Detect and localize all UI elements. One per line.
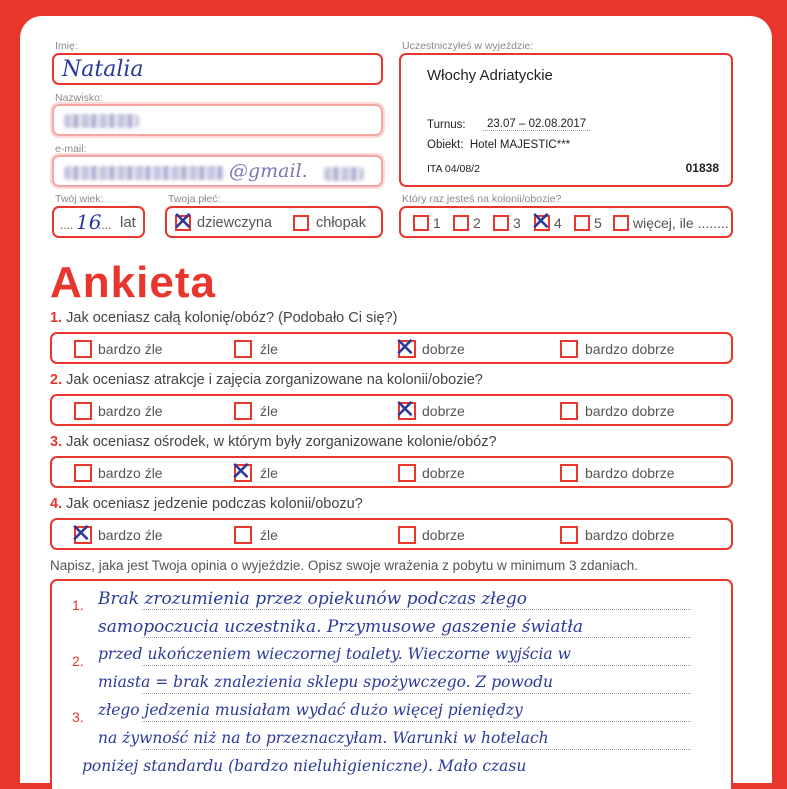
plec-option-chlopak: chłopak	[316, 215, 366, 231]
q1-checkbox-bardzo-zle[interactable]	[74, 340, 92, 358]
trip-destination: Włochy Adriatyckie	[427, 67, 553, 84]
times-option-more: więcej, ile ........	[633, 215, 729, 231]
wiek-dots-left: ....	[60, 218, 74, 232]
q1-option-zle: źle	[260, 341, 278, 357]
q4-option-bardzo-zle: bardzo źle	[98, 527, 163, 543]
question-4	[50, 496, 363, 512]
email-label: e-mail:	[55, 143, 87, 155]
nazwisko-label: Nazwisko:	[55, 92, 103, 104]
question-2-answers	[50, 394, 733, 426]
essay-line-7: poniżej standardu (bardzo nieluhigieniczne). Mało czasu	[82, 757, 527, 775]
q2-option-bardzo-dobrze: bardzo dobrze	[585, 403, 675, 419]
survey-title: Ankieta	[50, 258, 216, 307]
essay-rule	[142, 609, 691, 610]
times-checkbox-3[interactable]	[493, 215, 509, 231]
q4-checkbox-bardzo-dobrze[interactable]	[560, 526, 578, 544]
times-field	[399, 206, 733, 238]
wiek-unit: lat	[120, 214, 136, 231]
times-label: Który raz jesteś na kolonii/obozie?	[402, 193, 562, 205]
q4-check-mark: ✕	[70, 519, 92, 549]
trip-label: Uczestniczyłeś w wyjeździe:	[402, 40, 534, 52]
q4-option-bardzo-dobrze: bardzo dobrze	[585, 527, 675, 543]
times-checkbox-1[interactable]	[413, 215, 429, 231]
question-1	[50, 310, 397, 326]
times-checkbox-2[interactable]	[453, 215, 469, 231]
trip-box	[399, 53, 733, 187]
imie-label: Imię:	[55, 40, 78, 52]
imie-value: Natalia	[62, 57, 144, 82]
question-2-number: 2.	[50, 372, 63, 388]
trip-turnus-label: Turnus:	[427, 119, 466, 131]
essay-line-6: na żywność niż na to przeznaczyłam. Warunki w hotelach	[98, 729, 549, 747]
question-2	[50, 372, 483, 388]
times-option-3: 3	[513, 215, 521, 231]
q1-check-mark: ✕	[394, 333, 416, 363]
email-redacted-tld	[324, 167, 364, 181]
essay-number-3: 3.	[72, 709, 84, 725]
q1-option-dobrze: dobrze	[422, 341, 465, 357]
question-3-answers	[50, 456, 733, 488]
q3-option-zle: źle	[260, 465, 278, 481]
essay-line-1: Brak zrozumienia przez opiekunów podczas złego	[98, 589, 528, 609]
times-checkbox-more[interactable]	[613, 215, 629, 231]
q1-option-bardzo-zle: bardzo źle	[98, 341, 163, 357]
email-field[interactable]	[52, 155, 383, 187]
times-check-mark: ✕	[530, 207, 552, 237]
q2-option-dobrze: dobrze	[422, 403, 465, 419]
q3-checkbox-bardzo-zle[interactable]	[74, 464, 92, 482]
question-4-text: Jak oceniasz jedzenie podczas kolonii/obozu?	[66, 496, 363, 512]
q2-check-mark: ✕	[394, 395, 416, 425]
question-4-answers	[50, 518, 733, 550]
q2-option-bardzo-zle: bardzo źle	[98, 403, 163, 419]
essay-rule	[142, 637, 691, 638]
essay-rule	[142, 693, 691, 694]
q2-checkbox-zle[interactable]	[234, 402, 252, 420]
essay-rule	[142, 721, 691, 722]
plec-option-dziewczyna: dziewczyna	[197, 215, 272, 231]
question-2-text: Jak oceniasz atrakcje i zajęcia zorganizowane na kolonii/obozie?	[66, 372, 483, 388]
question-3	[50, 434, 497, 450]
essay-line-5: złego jedzenia musiałam wydać dużo więcej pieniędzy	[98, 701, 523, 719]
q1-checkbox-zle[interactable]	[234, 340, 252, 358]
email-redacted-user	[64, 166, 224, 180]
imie-field[interactable]	[52, 53, 383, 85]
question-4-number: 4.	[50, 496, 63, 512]
question-1-text: Jak oceniasz całą kolonię/obóz? (Podobało Ci się?)	[66, 310, 398, 326]
trip-number: 01838	[685, 161, 719, 175]
essay-line-3: przed ukończeniem wieczornej toalety. Wieczorne wyjścia w	[98, 645, 571, 663]
wiek-field[interactable]	[52, 206, 145, 238]
times-option-2: 2	[473, 215, 481, 231]
q1-checkbox-bardzo-dobrze[interactable]	[560, 340, 578, 358]
question-3-text: Jak oceniasz ośrodek, w którym były zorganizowane kolonie/obóz?	[66, 434, 497, 450]
essay-line-2: samopoczucia uczestnika. Przymusowe gaszenie światła	[98, 617, 584, 637]
plec-check-mark: ✕	[172, 207, 194, 237]
question-1-answers	[50, 332, 733, 364]
essay-rule	[142, 665, 691, 666]
opinion-prompt: Napisz, jaka jest Twoja opinia o wyjeździe. Opisz swoje wrażenia z pobytu w minimum 3 zdaniach.	[50, 558, 639, 573]
q2-option-zle: źle	[260, 403, 278, 419]
plec-checkbox-chlopak[interactable]	[293, 215, 309, 231]
q3-option-dobrze: dobrze	[422, 465, 465, 481]
q4-checkbox-dobrze[interactable]	[398, 526, 416, 544]
trip-obiekt: Obiekt: Hotel MAJESTIC***	[427, 139, 571, 151]
question-3-number: 3.	[50, 434, 63, 450]
q1-option-bardzo-dobrze: bardzo dobrze	[585, 341, 675, 357]
q4-option-zle: źle	[260, 527, 278, 543]
q3-option-bardzo-zle: bardzo źle	[98, 465, 163, 481]
wiek-dots-right: ....	[98, 218, 112, 232]
wiek-value: 16	[76, 210, 102, 234]
times-checkbox-5[interactable]	[574, 215, 590, 231]
trip-turnus-value: 23.07 – 02.08.2017	[483, 118, 590, 131]
trip-code: ITA 04/08/2	[427, 163, 480, 175]
nazwisko-field[interactable]	[52, 104, 383, 136]
times-option-1: 1	[433, 215, 441, 231]
wiek-label: Twój wiek:	[55, 193, 104, 205]
nazwisko-redacted	[64, 114, 139, 128]
question-1-number: 1.	[50, 310, 63, 326]
q2-checkbox-bardzo-zle[interactable]	[74, 402, 92, 420]
times-option-4: 4	[554, 215, 562, 231]
q3-option-bardzo-dobrze: bardzo dobrze	[585, 465, 675, 481]
plec-label: Twoja płeć:	[168, 193, 221, 205]
q4-option-dobrze: dobrze	[422, 527, 465, 543]
q4-checkbox-zle[interactable]	[234, 526, 252, 544]
q3-checkbox-bardzo-dobrze[interactable]	[560, 464, 578, 482]
plec-field	[165, 206, 383, 238]
essay-line-4: miasta = brak znalezienia sklepu spożywczego. Z powodu	[98, 673, 553, 691]
essay-rule	[142, 749, 691, 750]
essay-number-1: 1.	[72, 597, 84, 613]
opinion-textarea[interactable]	[50, 579, 733, 789]
q2-checkbox-bardzo-dobrze[interactable]	[560, 402, 578, 420]
q3-checkbox-dobrze[interactable]	[398, 464, 416, 482]
q3-check-mark: ✕	[230, 457, 252, 487]
essay-number-2: 2.	[72, 653, 84, 669]
times-option-5: 5	[594, 215, 602, 231]
email-domain: @gmail.	[229, 160, 308, 182]
